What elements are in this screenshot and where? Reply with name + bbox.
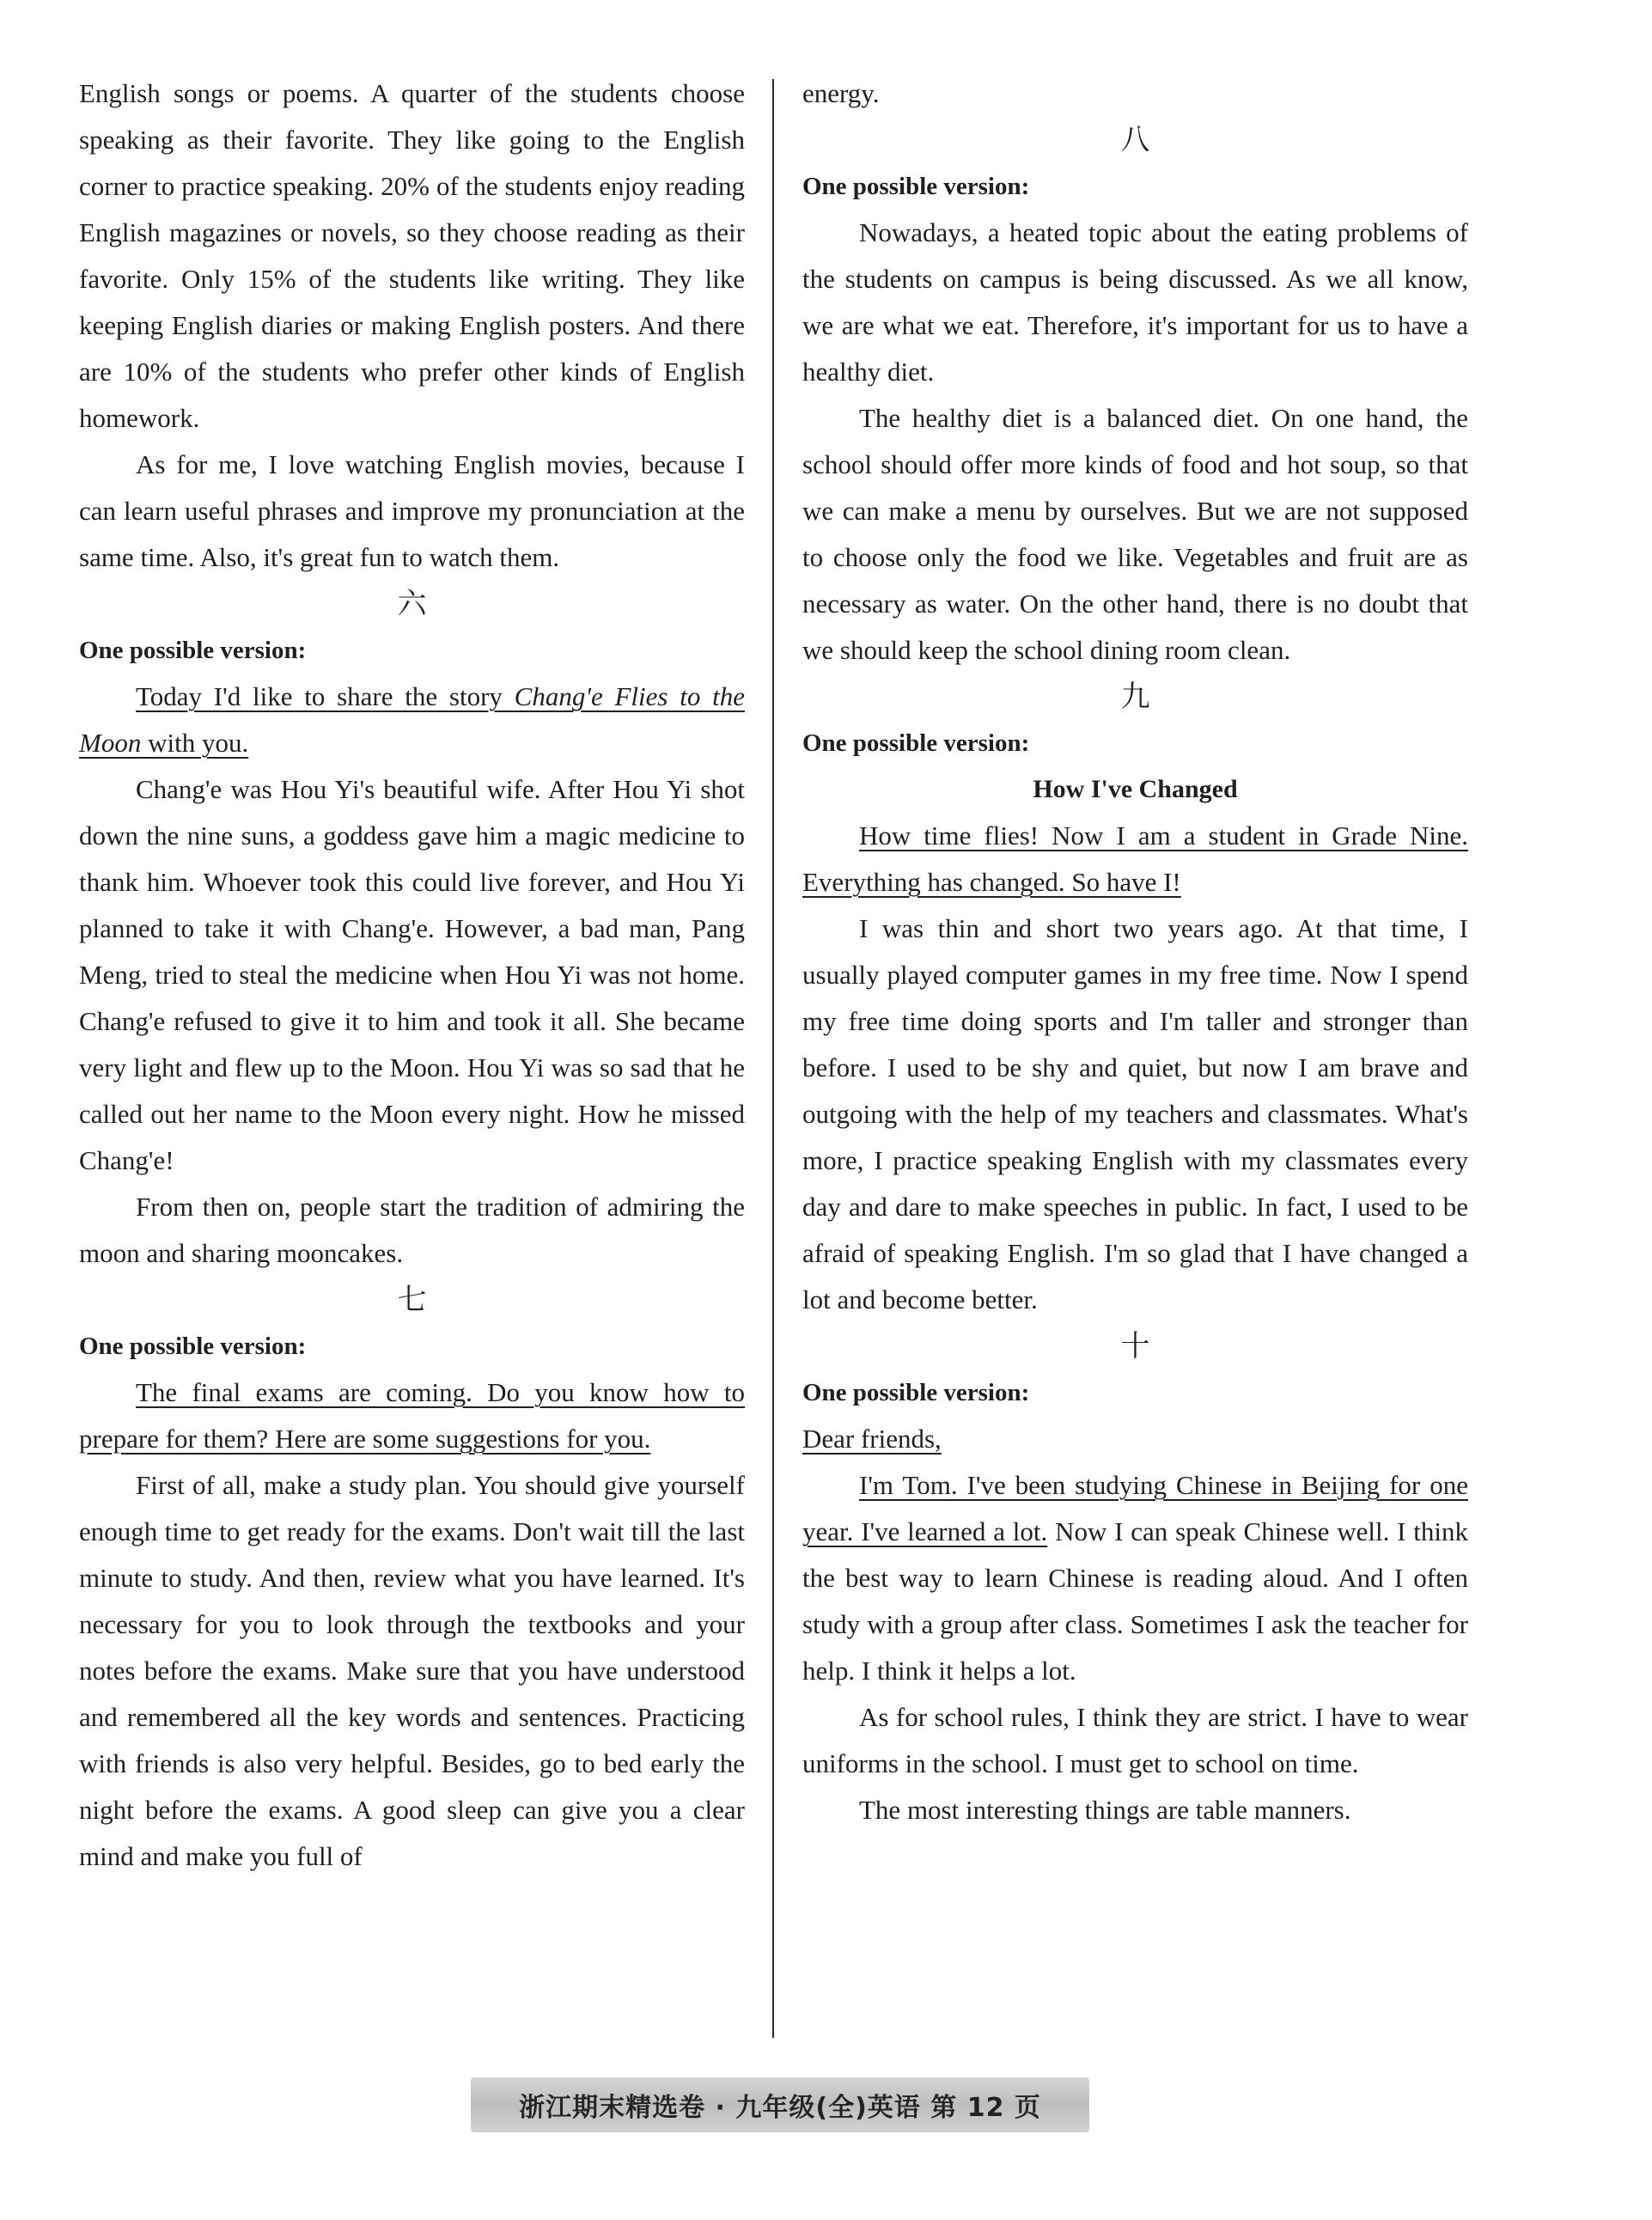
paragraph: Chang'e was Hou Yi's beautiful wife. After Hou Yi shot down the nine suns, a goddess gave him a magic medicine to thank him. Whoever took this could live forever, and Hou Yi planned to take it with Chang'e. However, a bad man, Pang Meng, tried to steal the medicine when Hou Yi was not home. Chang'e refused to give it to him and took it all. She became very light and flew up to the Moon. Hou Yi was so sad that he called out her name to the Moon every night. How he missed Chang'e! bbox=[79, 774, 745, 1175]
column-divider bbox=[772, 79, 774, 2038]
section-label: One possible version: bbox=[79, 1333, 307, 1360]
paragraph: I was thin and short two years ago. At that time, I usually played computer games in my free time. Now I spend my free time doing sports and I'm taller and stronger than before. I used to be shy and quiet, but now I am brave and outgoing with the help of my teachers and classmates. What's more, I practice speaking English with my classmates every day and dare to make speeches in public. In fact, I used to be afraid of speaking English. I'm so glad that I have changed a lot and become better. bbox=[802, 913, 1468, 1314]
paragraph: energy. bbox=[802, 78, 880, 108]
left-column bbox=[79, 70, 745, 1880]
intro-text: I'm Tom. I've been studying Chinese in Beijing for one year. I've learned a lot. bbox=[802, 1470, 1468, 1546]
section-label: One possible version: bbox=[802, 1379, 1030, 1406]
section-heading-6: 六 bbox=[397, 587, 427, 621]
intro-text: with you. bbox=[141, 728, 249, 758]
essay-title: How I've Changed bbox=[1033, 775, 1238, 803]
intro-text: The final exams are coming. Do you know how to prepare for them? Here are some suggestions for you. bbox=[79, 1377, 745, 1454]
section-heading-9: 九 bbox=[1120, 680, 1150, 714]
intro-sentence bbox=[79, 1369, 745, 1462]
paragraph-text: Now I can speak Chinese well. I think the best way to learn Chinese is reading aloud. And I often study with a group after class. Sometimes I ask the teacher for help. I think it helps a lot. bbox=[802, 1516, 1468, 1686]
section-label: One possible version: bbox=[802, 173, 1030, 200]
page-footer: 浙江期末精选卷 · 九年级(全)英语 第 12 页 bbox=[471, 2077, 1089, 2132]
paragraph: The healthy diet is a balanced diet. On one hand, the school should offer more kinds of food and hot soup, so that we can make a menu by ourselves. But we are not supposed to choose only the food we like. Vegetables and fruit are as necessary as water. On the other hand, there is no doubt that we should keep the school dining room clean. bbox=[802, 403, 1468, 665]
section-heading-10: 十 bbox=[1120, 1329, 1150, 1363]
story-title: Chang'e Flies to the Moon bbox=[79, 681, 745, 758]
paragraph: The most interesting things are table manners. bbox=[859, 1795, 1351, 1825]
section-label: One possible version: bbox=[79, 637, 307, 664]
greeting-text: Dear friends, bbox=[802, 1424, 942, 1454]
section-label: One possible version: bbox=[802, 729, 1030, 757]
paragraph: As for school rules, I think they are strict. I have to wear uniforms in the school. I must get to school on time. bbox=[802, 1702, 1468, 1778]
intro-text: Today I'd like to share the story bbox=[136, 681, 515, 711]
paragraph: First of all, make a study plan. You should give yourself enough time to get ready for the exams. Don't wait till the last minute to study. And then, review what you have learned. It's necessary for you to look through the textbooks and your notes before the exams. Make sure that you have understood and remembered all the key words and sentences. Practicing with friends is also very helpful. Besides, go to bed early the night before the exams. A good sleep can give you a clear mind and make you full of bbox=[79, 1470, 745, 1871]
section-heading-7: 七 bbox=[397, 1283, 427, 1317]
intro-text: How time flies! Now I am a student in Grade Nine. Everything has changed. So have I! bbox=[802, 820, 1468, 897]
section-heading-8: 八 bbox=[1120, 123, 1150, 157]
intro-sentence bbox=[79, 674, 745, 766]
intro-sentence bbox=[802, 813, 1468, 906]
paragraph bbox=[802, 1462, 1468, 1694]
letter-greeting bbox=[802, 1416, 1468, 1462]
right-column bbox=[802, 70, 1468, 1833]
paragraph: From then on, people start the tradition of admiring the moon and sharing mooncakes. bbox=[79, 1192, 745, 1268]
paragraph: English songs or poems. A quarter of the students choose speaking as their favorite. They like going to the English corner to practice speaking. 20% of the students enjoy reading English magazines or novels, so they choose reading as their favorite. Only 15% of the students like writing. They like keeping English diaries or making English posters. And there are 10% of the students who prefer other kinds of English homework. bbox=[79, 78, 745, 433]
paragraph: Nowadays, a heated topic about the eating problems of the students on campus is being discussed. As we all know, we are what we eat. Therefore, it's important for us to have a healthy diet. bbox=[802, 217, 1468, 387]
paragraph: As for me, I love watching English movies, because I can learn useful phrases and improve my pronunciation at the same time. Also, it's great fun to watch them. bbox=[79, 449, 745, 572]
